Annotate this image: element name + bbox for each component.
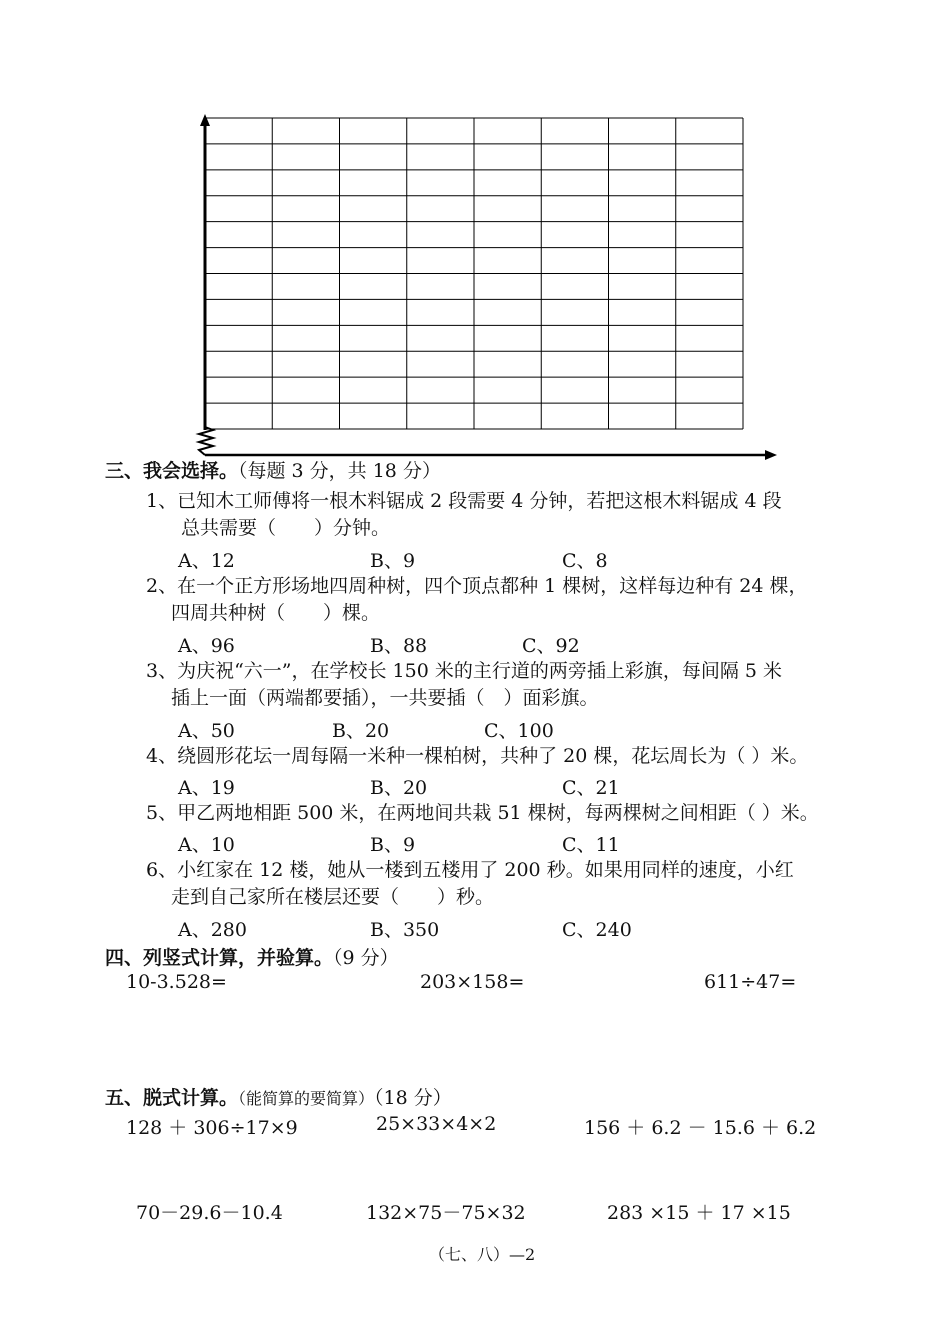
question-line: 2、在一个正方形场地四周种树，四个顶点都种 1 棵树，这样每边种有 24 棵， xyxy=(146,575,808,597)
stepwise-calc-1: 128 ＋ 306÷17×9 xyxy=(126,1117,298,1139)
question-line: 1、已知木工师傅将一根木料锯成 2 段需要 4 分钟，若把这根木料锯成 4 段 xyxy=(146,490,782,512)
option-c: C、100 xyxy=(484,720,554,742)
option-c: C、11 xyxy=(562,834,620,856)
option-b: B、350 xyxy=(370,919,440,941)
y-axis-arrow xyxy=(200,114,210,126)
x-axis-arrow xyxy=(765,450,777,460)
section4-title: 四、列竖式计算，并验算。 xyxy=(105,947,334,969)
section5-heading xyxy=(105,1083,452,1110)
section5-score: （18 分） xyxy=(374,1087,452,1109)
question-line: 3、为庆祝“六一”，在学校长 150 米的主行道的两旁插上彩旗，每间隔 5 米 xyxy=(146,660,783,682)
option-a: A、96 xyxy=(178,635,235,657)
question-line: 6、小红家在 12 楼，她从一楼到五楼用了 200 秒。如果用同样的速度，小红 xyxy=(146,859,794,881)
vertical-calc-3: 611÷47= xyxy=(704,971,797,993)
option-a: A、19 xyxy=(178,777,235,799)
question-line: 5、甲乙两地相距 500 米，在两地间共栽 51 棵树，每两棵树之间相距（ ）米。 xyxy=(146,802,819,824)
option-a: A、280 xyxy=(178,919,247,941)
option-a: A、10 xyxy=(178,834,235,856)
option-c: C、8 xyxy=(562,550,608,572)
option-c: C、92 xyxy=(522,635,580,657)
question-line: 四周共种树（ ）棵。 xyxy=(171,602,381,624)
question-line: 总共需要（ ）分钟。 xyxy=(181,517,391,539)
graph-grid xyxy=(195,110,785,465)
axis-break-zigzag xyxy=(199,427,213,455)
stepwise-calc-3: 156 ＋ 6.2 － 15.6 ＋ 6.2 xyxy=(584,1117,817,1139)
section4-note: （9 分） xyxy=(333,947,399,969)
option-b: B、9 xyxy=(370,550,416,572)
section3-title: 三、我会选择。 xyxy=(105,460,239,482)
option-a: A、50 xyxy=(178,720,235,742)
vertical-calc-1: 10-3.528= xyxy=(126,971,227,993)
option-b: B、88 xyxy=(370,635,428,657)
option-c: C、21 xyxy=(562,777,620,799)
stepwise-calc-2: 25×33×4×2 xyxy=(376,1113,497,1135)
section5-note: （能简算的要简算） xyxy=(238,1089,375,1108)
section3-note: （每题 3 分，共 18 分） xyxy=(238,460,441,482)
option-b: B、20 xyxy=(332,720,390,742)
section3-heading xyxy=(105,456,441,483)
question-line: 走到自己家所在楼层还要（ ）秒。 xyxy=(171,886,495,908)
section5-title: 五、脱式计算。 xyxy=(105,1087,239,1109)
question-line: 4、绕圆形花坛一周每隔一米种一棵柏树，共种了 20 棵，花坛周长为（ ）米。 xyxy=(146,745,809,767)
question-line: 插上一面（两端都要插），一共要插（ ）面彩旗。 xyxy=(171,687,599,709)
option-b: B、9 xyxy=(370,834,416,856)
stepwise-calc-4: 70－29.6－10.4 xyxy=(136,1202,283,1224)
vertical-calc-2: 203×158= xyxy=(420,971,525,993)
stepwise-calc-5: 132×75－75×32 xyxy=(366,1202,526,1224)
option-b: B、20 xyxy=(370,777,428,799)
page-footer: （七、八）—2 xyxy=(429,1245,536,1264)
option-c: C、240 xyxy=(562,919,632,941)
option-a: A、12 xyxy=(178,550,235,572)
section4-heading xyxy=(105,943,399,970)
grid-lines xyxy=(205,118,743,429)
stepwise-calc-6: 283 ×15 ＋ 17 ×15 xyxy=(607,1202,791,1224)
